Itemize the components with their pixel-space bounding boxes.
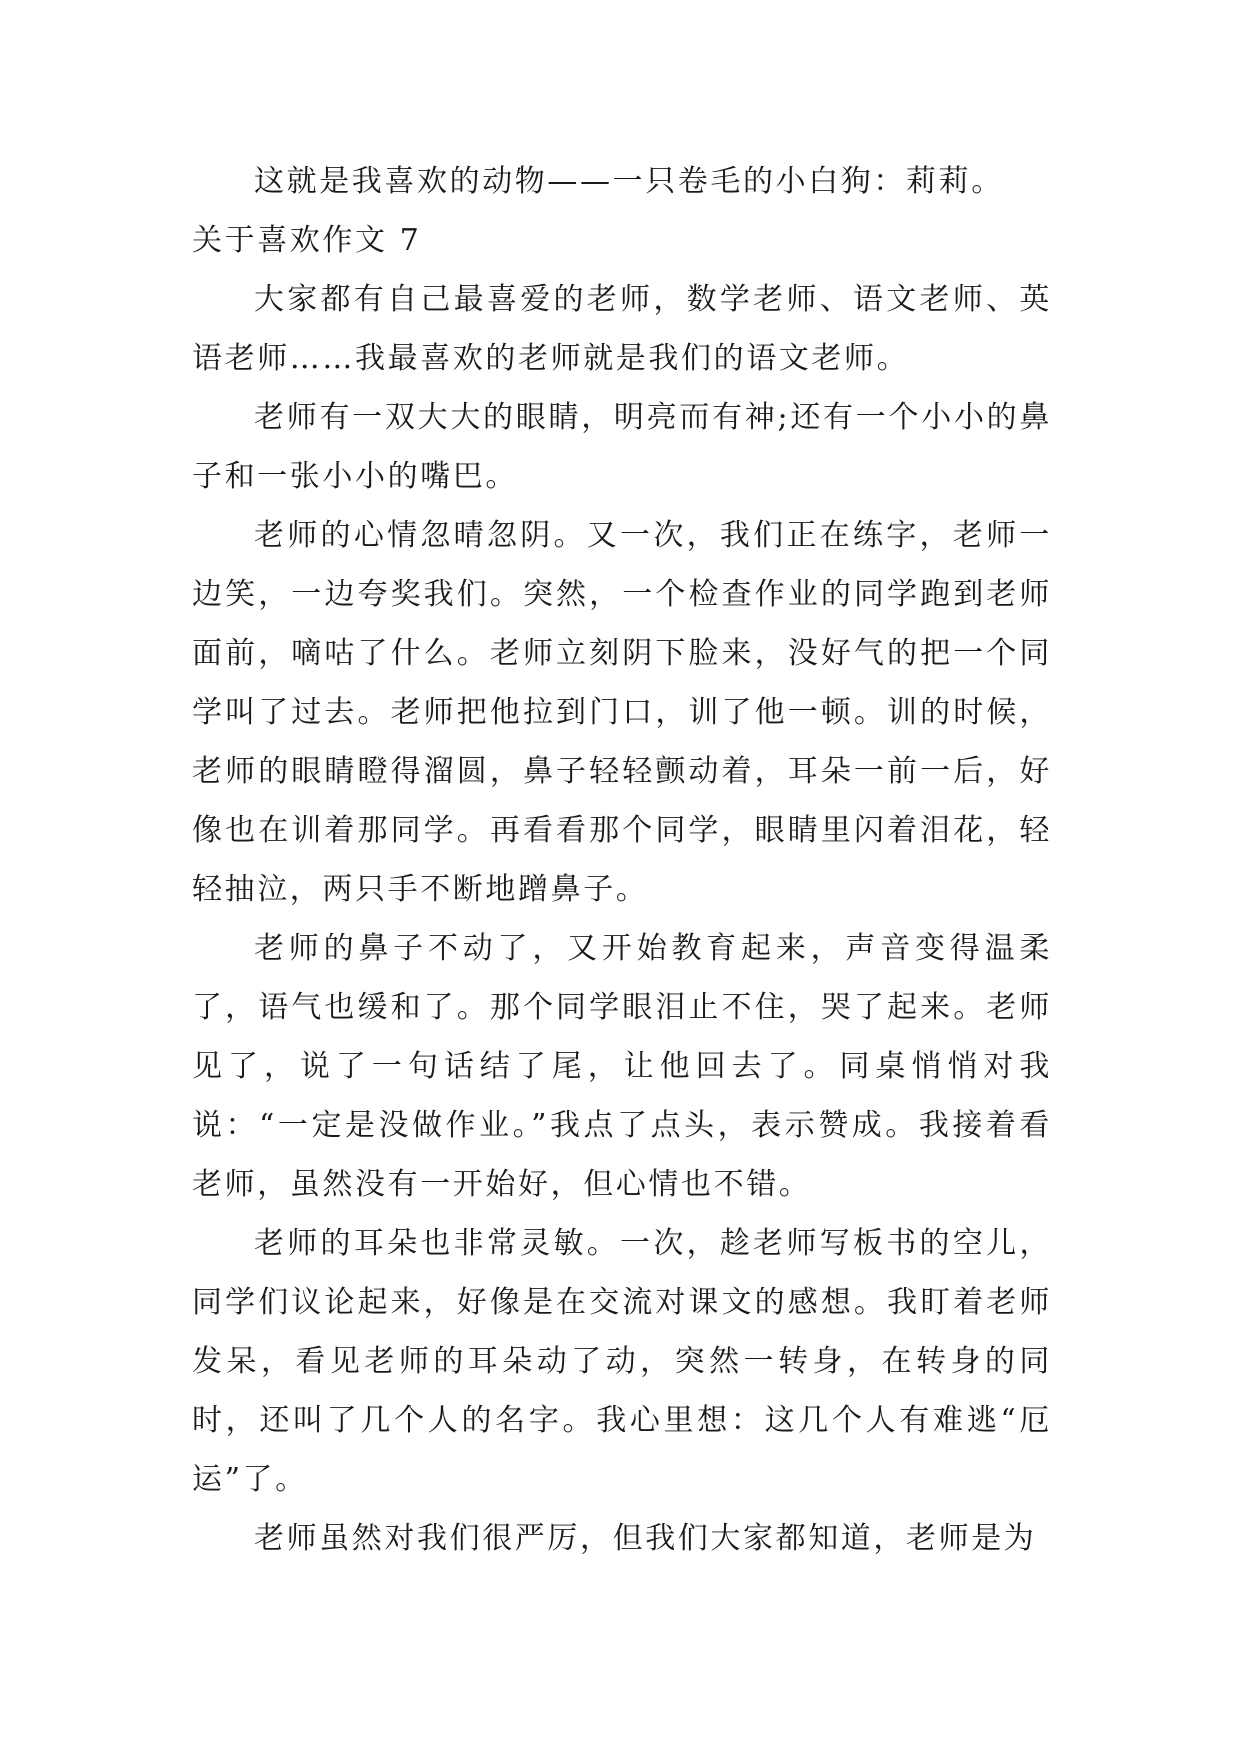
paragraph-appearance: 老师有一双大大的眼睛，明亮而有神;还有一个小小的鼻子和一张小小的嘴巴。: [192, 400, 1052, 494]
paragraph-nose: 老师的鼻子不动了，又开始教育起来，声音变得温柔了，语气也缓和了。那个同学眼泪止不住，哭了起来。老师见了，说了一句话结了尾，让他回去了。同桌悄悄对我说：“一定是没做作业。”我点了点头，表示赞成。我接着看老师，虽然没有一开始好，但心情也不错。: [192, 931, 1052, 1202]
paragraph-ears: 老师的耳朵也非常灵敏。一次，趁老师写板书的空儿，同学们议论起来，好像是在交流对课文的感想。我盯着老师发呆，看见老师的耳朵动了动，突然一转身，在转身的同时，还叫了几个人的名字。我心里想：这几个人有难逃“厄运”了。: [192, 1226, 1052, 1497]
paragraph-closing-line: 这就是我喜欢的动物——一只卷毛的小白狗：莉莉。: [254, 164, 1004, 199]
document-body: [192, 152, 1052, 1568]
paragraph-intro: 大家都有自己最喜爱的老师，数学老师、语文老师、英语老师……我最喜欢的老师就是我们的语文老师。: [192, 282, 1052, 376]
paragraph-strict: 老师虽然对我们很严厉，但我们大家都知道，老师是为: [254, 1521, 1037, 1556]
section-heading: 关于喜欢作文 7: [192, 223, 422, 258]
paragraph-mood: 老师的心情忽晴忽阴。又一次，我们正在练字，老师一边笑，一边夸奖我们。突然，一个检查作业的同学跑到老师面前，嘀咕了什么。老师立刻阴下脸来，没好气的把一个同学叫了过去。老师把他拉到门口，训了他一顿。训的时候，老师的眼睛瞪得溜圆，鼻子轻轻颤动着，耳朵一前一后，好像也在训着那同学。再看看那个同学，眼睛里闪着泪花，轻轻抽泣，两只手不断地蹭鼻子。: [192, 518, 1052, 907]
